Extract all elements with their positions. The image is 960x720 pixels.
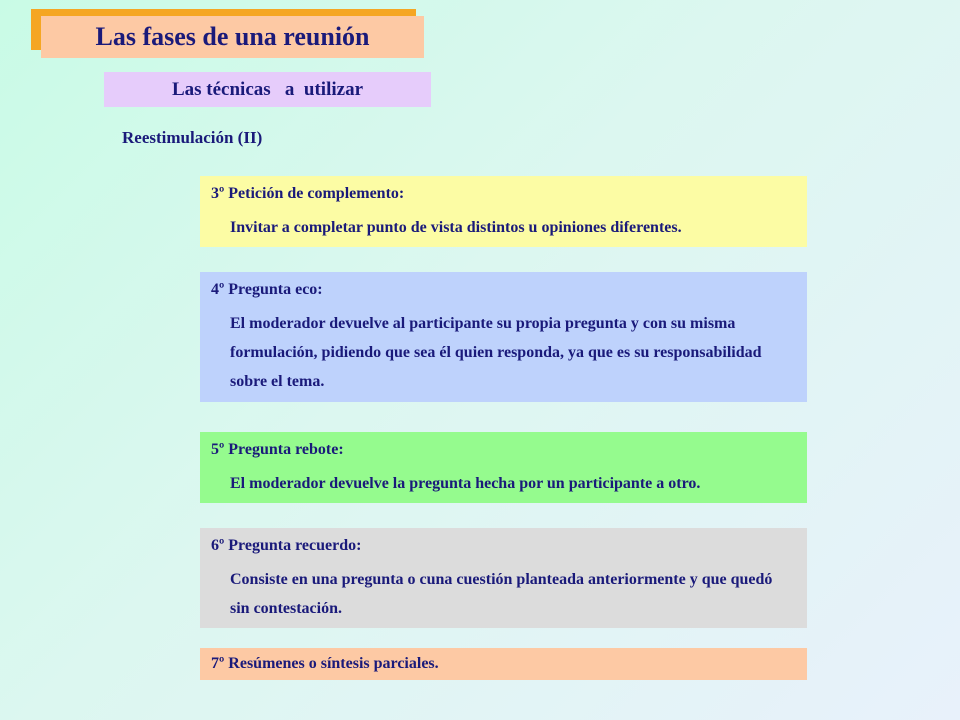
technique-description: Invitar a completar punto de vista distintos u opiniones diferentes. xyxy=(230,219,682,236)
page-subtitle: Las técnicas a utilizar xyxy=(104,72,431,107)
technique-card-4 xyxy=(200,272,807,402)
section-heading: Reestimulación (II) xyxy=(122,128,263,147)
technique-heading: 7º Resúmenes o síntesis parciales. xyxy=(211,655,439,672)
page-title: Las fases de una reunión xyxy=(41,16,424,58)
technique-heading: 3º Petición de complemento: xyxy=(211,185,405,202)
technique-description: El moderador devuelve la pregunta hecha por un participante a otro. xyxy=(230,475,701,492)
technique-description: Consiste en una pregunta o cuna cuestión planteada anteriormente y que quedó sin contestación. xyxy=(230,571,773,617)
technique-card-3 xyxy=(200,176,807,247)
technique-heading: 5º Pregunta rebote: xyxy=(211,441,344,458)
technique-card-7 xyxy=(200,648,807,680)
technique-description: El moderador devuelve al participante su propia pregunta y con su misma formulación, pidiendo que sea él quien responda, ya que es su responsabilidad sobre el tema. xyxy=(230,315,762,390)
technique-card-6 xyxy=(200,528,807,628)
technique-heading: 6º Pregunta recuerdo: xyxy=(211,537,362,554)
technique-card-5 xyxy=(200,432,807,503)
technique-heading: 4º Pregunta eco: xyxy=(211,281,323,298)
